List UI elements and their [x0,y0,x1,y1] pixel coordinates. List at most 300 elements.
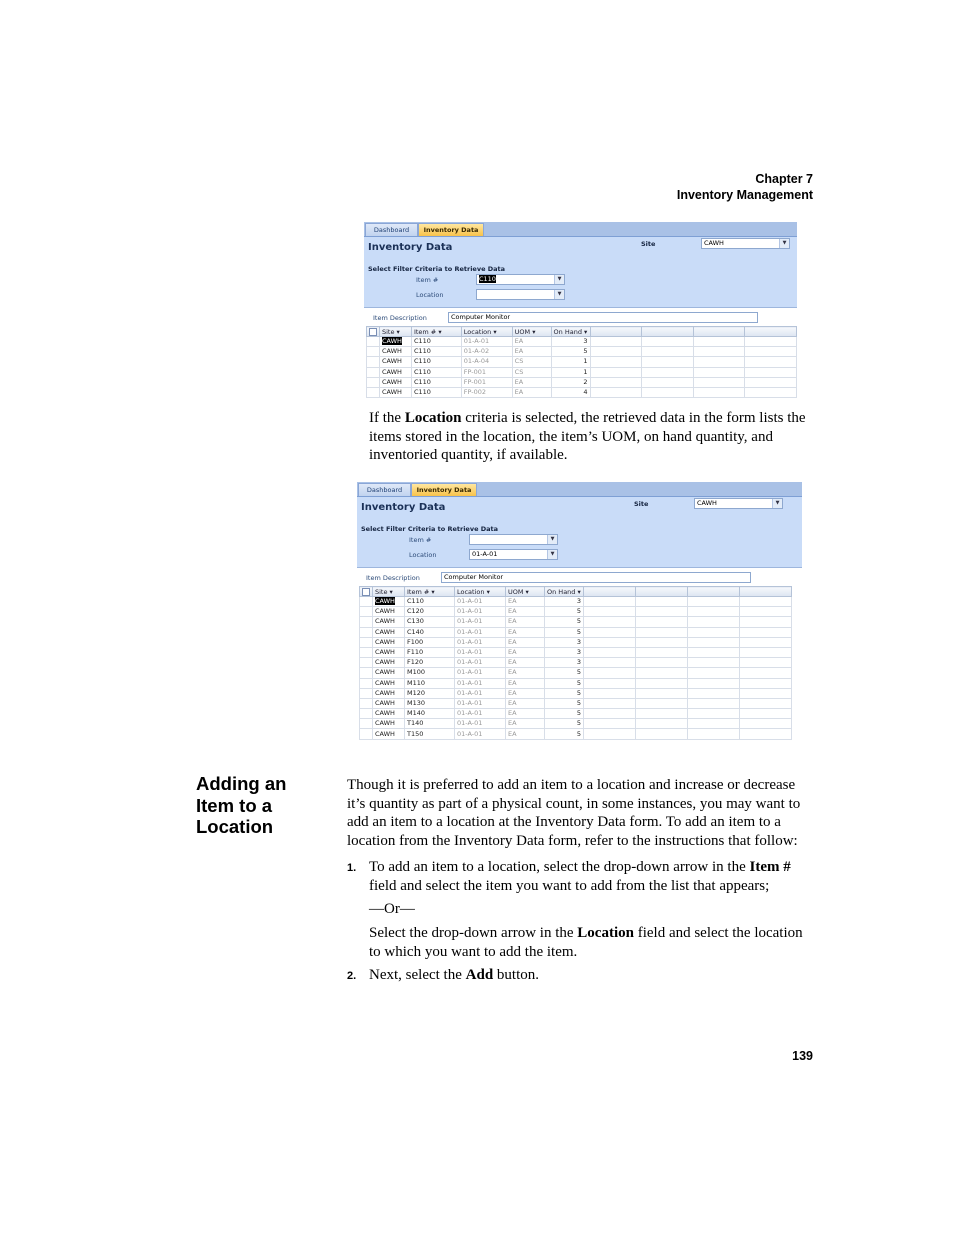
step-1-alt-text [369,924,809,961]
on-hand-cell[interactable] [545,647,584,657]
step-1-text [369,858,815,895]
grid-body [360,597,792,740]
filler-cell [584,607,636,617]
uom-cell[interactable] [512,387,551,397]
form-title: Inventory Data [368,242,453,253]
on-hand-cell[interactable] [545,688,584,698]
site-cell[interactable] [373,637,405,647]
on-hand-cell[interactable] [545,627,584,637]
cell-value: CAWH [375,678,395,687]
row-selector[interactable] [367,377,380,387]
cell-value: 5 [576,668,581,677]
cell-value: CAWH [382,337,402,346]
item-cell[interactable] [405,698,455,708]
row-selector[interactable] [360,658,373,668]
cell-value: M140 [407,709,426,718]
location-cell[interactable] [455,637,506,647]
table-row[interactable] [360,607,792,617]
checkbox-icon [362,588,370,596]
table-row[interactable] [367,377,797,387]
uom-cell[interactable] [506,719,545,729]
filler-cell [740,627,792,637]
site-cell[interactable] [373,719,405,729]
heading-line: Adding an [196,773,287,794]
filler-col [584,587,636,597]
select-all-checkbox[interactable] [367,327,380,337]
table-row[interactable] [360,729,792,739]
uom-cell[interactable] [506,607,545,617]
location-cell[interactable] [455,719,506,729]
row-selector[interactable] [360,729,373,739]
row-selector[interactable] [360,637,373,647]
uom-cell[interactable] [506,709,545,719]
site-cell[interactable] [373,688,405,698]
item-cell[interactable] [405,617,455,627]
item-number-label: Item # [416,276,439,284]
item-cell[interactable] [405,688,455,698]
col-site[interactable]: Site ▾ [380,327,412,337]
filler-cell [642,387,694,397]
grid-header-row [360,587,792,597]
site-cell[interactable] [373,627,405,637]
on-hand-cell[interactable] [545,678,584,688]
filler-cell [590,357,642,367]
section-heading [196,773,286,838]
site-cell[interactable] [373,729,405,739]
row-selector[interactable] [360,607,373,617]
location-cell[interactable] [455,627,506,637]
location-cell[interactable] [455,647,506,657]
uom-cell[interactable] [512,377,551,387]
filler-cell [636,627,688,637]
filler-cell [740,647,792,657]
step-bold: Add [465,967,494,983]
on-hand-cell[interactable] [545,637,584,647]
filler-col [590,327,642,337]
filler-cell [693,357,745,367]
location-cell[interactable] [455,607,506,617]
filler-cell [590,337,642,347]
row-selector[interactable] [360,597,373,607]
step-text: To add an item to a location, select the drop-down arrow in the [369,859,750,875]
cell-value: 3 [576,658,581,667]
step-text: field and select the location to which you want to add the item. [369,925,803,960]
uom-cell[interactable] [506,627,545,637]
filler-cell [693,377,745,387]
row-selector[interactable] [360,627,373,637]
item-description-value: Computer Monitor [444,573,504,581]
filler-cell [688,607,740,617]
cell-value: 01-A-02 [463,347,490,356]
filler-cell [688,647,740,657]
step-text: Select the drop-down arrow in the [369,925,578,941]
cell-value: M110 [407,678,426,687]
filler-cell [693,347,745,357]
filler-cell [584,597,636,607]
inventory-grid [359,586,792,740]
on-hand-cell[interactable] [545,597,584,607]
site-cell[interactable] [380,387,412,397]
cell-value: 01-A-01 [457,607,483,616]
filter-criteria-label: Select Filter Criteria to Retrieve Data [368,265,506,273]
location-value: 01-A-01 [472,550,498,558]
on-hand-cell[interactable] [545,658,584,668]
para-text: criteria is selected, the retrieved data in the form lists the items stored in the location, the item’s UOM, on hand quantity, and inventoried quantity, if available. [369,410,806,463]
location-cell[interactable] [455,698,506,708]
filler-cell [745,387,797,397]
chevron-down-icon[interactable]: ▼ [547,550,557,559]
table-row[interactable] [360,637,792,647]
row-selector[interactable] [360,688,373,698]
cell-value: EA [508,719,517,728]
filler-cell [693,387,745,397]
cell-value: CAWH [375,648,395,657]
table-row[interactable] [360,678,792,688]
location-cell[interactable] [455,617,506,627]
item-cell[interactable] [411,337,461,347]
cell-value: 1 [583,367,588,376]
filler-col [642,327,694,337]
item-cell[interactable] [405,658,455,668]
cell-value: 2 [583,377,588,386]
chevron-down-icon[interactable]: ▼ [554,290,564,299]
col-uom[interactable]: UOM ▾ [506,587,545,597]
tab-dashboard[interactable]: Dashboard [358,483,411,496]
item-cell[interactable] [405,637,455,647]
table-row[interactable] [360,719,792,729]
col-item[interactable]: Item # ▾ [411,327,461,337]
cell-value: EA [508,627,517,636]
item-description-field[interactable] [441,572,751,583]
cell-value: EA [508,688,517,697]
col-on-hand[interactable]: On Hand ▾ [545,587,584,597]
cell-value: 5 [576,627,581,636]
item-cell[interactable] [405,678,455,688]
location-cell[interactable] [455,729,506,739]
table-row[interactable] [367,337,797,347]
item-cell[interactable] [411,387,461,397]
col-location[interactable]: Location ▾ [455,587,506,597]
filler-cell [590,377,642,387]
cell-value: 01-A-01 [457,627,483,636]
table-row[interactable] [367,387,797,397]
table-row[interactable] [367,347,797,357]
location-cell[interactable] [455,678,506,688]
location-cell[interactable] [455,709,506,719]
on-hand-cell[interactable] [545,709,584,719]
step-text: Next, select the [369,967,466,983]
cell-value: 01-A-01 [457,668,483,677]
site-cell[interactable] [373,668,405,678]
site-cell[interactable] [373,597,405,607]
filler-cell [688,729,740,739]
location-label: Location [416,291,444,299]
site-cell[interactable] [380,357,412,367]
item-cell[interactable] [411,367,461,377]
page-number: 139 [792,1049,813,1063]
cell-value: FP-002 [463,388,487,397]
on-hand-cell[interactable] [545,668,584,678]
row-selector[interactable] [360,617,373,627]
row-selector[interactable] [367,347,380,357]
step-number: 2. [347,970,357,982]
cell-value: 1 [583,357,588,366]
col-location[interactable]: Location ▾ [461,327,512,337]
step-text: field and select the item you want to add from the list that appears; [369,877,770,894]
item-cell[interactable] [405,719,455,729]
filler-col [636,587,688,597]
cell-value: EA [508,658,517,667]
uom-cell[interactable] [506,647,545,657]
table-row[interactable] [367,367,797,377]
cell-value: CS [514,357,524,366]
cell-value: CAWH [375,688,395,697]
site-value: CAWH [697,499,717,507]
filler-cell [740,698,792,708]
table-row[interactable] [360,647,792,657]
row-selector[interactable] [367,367,380,377]
location-cell[interactable] [455,688,506,698]
on-hand-cell[interactable] [545,719,584,729]
step-bold: Item # [749,859,791,875]
tab-inventory-data[interactable]: Inventory Data [418,223,484,236]
tab-bar [357,482,802,497]
site-value: CAWH [704,239,724,247]
filler-cell [688,698,740,708]
item-cell[interactable] [405,597,455,607]
row-selector[interactable] [367,357,380,367]
cell-value: EA [508,668,517,677]
filler-cell [590,367,642,377]
location-cell[interactable] [455,668,506,678]
item-number-combo[interactable] [469,534,558,545]
on-hand-cell[interactable] [545,617,584,627]
location-cell[interactable] [461,347,512,357]
on-hand-cell[interactable] [545,607,584,617]
row-selector[interactable] [367,387,380,397]
cell-value: CAWH [375,709,395,718]
item-cell[interactable] [405,668,455,678]
select-all-checkbox[interactable] [360,587,373,597]
col-on-hand[interactable]: On Hand ▾ [551,327,590,337]
site-cell[interactable] [373,658,405,668]
uom-cell[interactable] [506,668,545,678]
site-cell[interactable] [373,678,405,688]
chapter-label: Chapter 7 [755,172,813,186]
cell-value: EA [508,729,517,738]
checkbox-icon [369,328,377,336]
site-cell[interactable] [380,347,412,357]
uom-cell[interactable] [506,729,545,739]
site-combo[interactable] [694,498,783,509]
item-cell[interactable] [405,647,455,657]
item-cell[interactable] [405,729,455,739]
cell-value: F100 [407,637,424,646]
site-cell[interactable] [380,367,412,377]
row-selector[interactable] [360,678,373,688]
chevron-down-icon[interactable]: ▼ [779,239,789,248]
cell-value: C120 [407,607,424,616]
table-row[interactable] [360,698,792,708]
row-selector[interactable] [360,709,373,719]
row-selector[interactable] [367,337,380,347]
item-number-combo[interactable] [476,274,565,285]
cell-value: CAWH [375,597,395,606]
row-selector[interactable] [360,647,373,657]
on-hand-cell[interactable] [545,698,584,708]
table-row[interactable] [367,357,797,367]
table-row[interactable] [360,668,792,678]
cell-value: EA [508,648,517,657]
filler-cell [693,367,745,377]
on-hand-cell[interactable] [551,367,590,377]
filler-cell [636,729,688,739]
cell-value: 5 [576,688,581,697]
cell-value: 01-A-01 [457,719,483,728]
on-hand-cell[interactable] [551,347,590,357]
chevron-down-icon[interactable]: ▼ [547,535,557,544]
on-hand-cell[interactable] [545,729,584,739]
filler-cell [636,647,688,657]
cell-value: 3 [576,597,581,606]
location-combo[interactable] [476,289,565,300]
uom-cell[interactable] [506,637,545,647]
tab-dashboard[interactable]: Dashboard [365,223,418,236]
location-cell[interactable] [455,658,506,668]
form-title: Inventory Data [361,502,446,513]
location-cell[interactable] [461,377,512,387]
location-cell[interactable] [461,367,512,377]
running-header [677,171,813,203]
cell-value: CAWH [375,607,395,616]
site-cell[interactable] [380,377,412,387]
table-row[interactable] [360,658,792,668]
item-number-label: Item # [409,536,432,544]
cell-value: EA [508,678,517,687]
row-selector[interactable] [360,698,373,708]
cell-value: 3 [576,637,581,646]
tab-bar [364,222,797,237]
on-hand-cell[interactable] [551,387,590,397]
uom-cell[interactable] [512,347,551,357]
table-row[interactable] [360,597,792,607]
chevron-down-icon[interactable]: ▼ [554,275,564,284]
heading-line: Item to a [196,794,273,816]
table-row[interactable] [360,627,792,637]
uom-cell[interactable] [506,688,545,698]
filler-cell [688,658,740,668]
uom-cell[interactable] [506,658,545,668]
on-hand-cell[interactable] [551,337,590,347]
table-row[interactable] [360,709,792,719]
on-hand-cell[interactable] [551,357,590,367]
filler-cell [584,729,636,739]
uom-cell[interactable] [512,367,551,377]
location-combo[interactable] [469,549,558,560]
cell-value: 01-A-01 [457,648,483,657]
site-cell[interactable] [373,617,405,627]
row-selector[interactable] [360,719,373,729]
cell-value: M120 [407,688,426,697]
col-site[interactable]: Site ▾ [373,587,405,597]
site-combo[interactable] [701,238,790,249]
col-uom[interactable]: UOM ▾ [512,327,551,337]
cell-value: 5 [576,607,581,616]
item-cell[interactable] [405,709,455,719]
item-cell[interactable] [405,627,455,637]
item-cell[interactable] [411,377,461,387]
step-bold: Location [577,925,634,941]
uom-cell[interactable] [506,698,545,708]
on-hand-cell[interactable] [551,377,590,387]
site-label: Site [634,500,649,508]
cell-value: 3 [576,648,581,657]
filler-cell [584,647,636,657]
filler-cell [636,709,688,719]
filler-cell [745,377,797,387]
item-number-value: C110 [479,275,496,283]
site-cell[interactable] [373,709,405,719]
col-item[interactable]: Item # ▾ [405,587,455,597]
cell-value: 5 [583,347,588,356]
location-cell[interactable] [461,387,512,397]
filler-cell [636,658,688,668]
item-cell[interactable] [411,347,461,357]
uom-cell[interactable] [506,678,545,688]
grid-body [367,337,797,398]
location-criteria-paragraph [369,409,815,465]
filler-cell [584,617,636,627]
chevron-down-icon[interactable]: ▼ [772,499,782,508]
uom-cell[interactable] [512,357,551,367]
filler-cell [636,617,688,627]
location-cell[interactable] [455,597,506,607]
cell-value: CAWH [375,668,395,677]
row-selector[interactable] [360,668,373,678]
table-row[interactable] [360,688,792,698]
location-cell[interactable] [461,337,512,347]
filler-cell [584,698,636,708]
filler-cell [740,668,792,678]
cell-value: 01-A-01 [457,597,483,606]
filler-cell [740,678,792,688]
cell-value: C110 [413,388,431,397]
filler-cell [693,337,745,347]
cell-value: FP-001 [463,377,487,386]
cell-value: EA [508,597,517,606]
uom-cell[interactable] [512,337,551,347]
site-label: Site [641,240,656,248]
cell-value: 01-A-04 [463,357,490,366]
item-cell[interactable] [405,607,455,617]
site-cell[interactable] [373,698,405,708]
tab-inventory-data[interactable]: Inventory Data [411,483,477,496]
item-cell[interactable] [411,357,461,367]
table-row[interactable] [360,617,792,627]
cell-value: CAWH [375,617,395,626]
uom-cell[interactable] [506,597,545,607]
site-cell[interactable] [373,647,405,657]
cell-value: 01-A-01 [457,678,483,687]
site-cell[interactable] [373,607,405,617]
item-description-field[interactable] [448,312,758,323]
cell-value: EA [508,607,517,616]
filler-cell [584,719,636,729]
site-cell[interactable] [380,337,412,347]
location-cell[interactable] [461,357,512,367]
filler-cell [584,627,636,637]
uom-cell[interactable] [506,617,545,627]
